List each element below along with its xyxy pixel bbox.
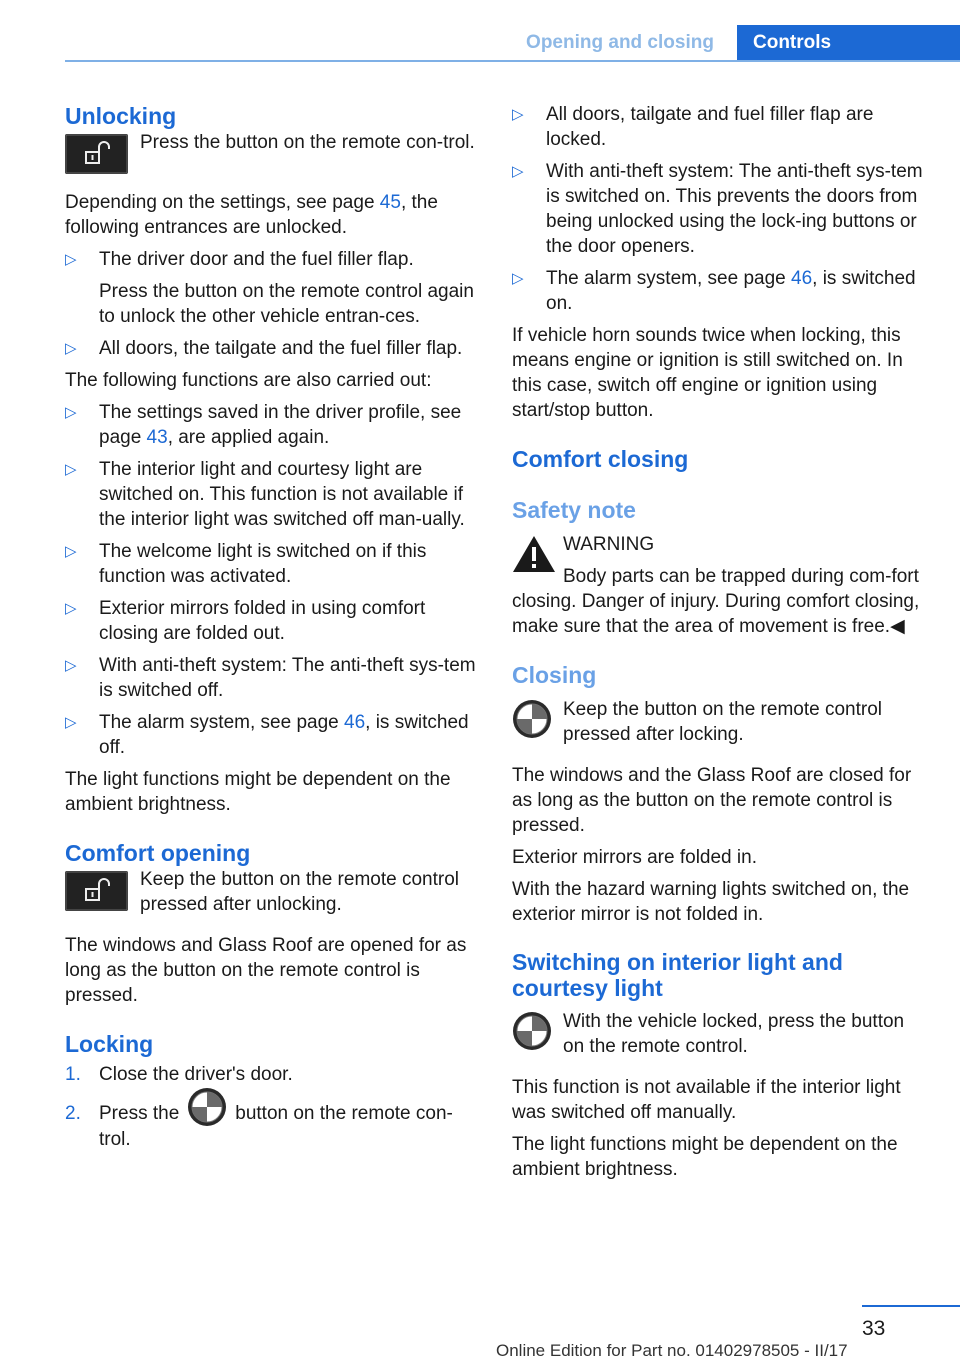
heading-closing: Closing: [512, 662, 597, 688]
heading-comfort-opening: Comfort opening: [65, 840, 251, 866]
list-item-text: , is switched on.: [546, 268, 916, 314]
list-item: [65, 710, 481, 760]
list-item: [65, 247, 481, 329]
link-page-46[interactable]: 46: [344, 712, 366, 733]
footer-rule: [862, 1305, 960, 1307]
warning-text: Body parts can be trapped during com‐fort closing. Danger of injury. During comfort closing, make sure that the area of movement is free.◀: [512, 566, 920, 637]
unlock-intro-pre: Depending on the settings, see page: [65, 192, 380, 213]
closing-body-2: Exterior mirrors are folded in.: [512, 847, 757, 868]
list-item-text: The alarm system, see page: [99, 712, 344, 733]
link-page-45[interactable]: 45: [379, 192, 401, 213]
list-item-text: , are applied again.: [167, 427, 330, 448]
closing-body-1: The windows and the Glass Roof are closed for as long as the button on the remote control is pressed.: [512, 765, 912, 836]
warning-triangle-icon: [512, 534, 556, 581]
comfort-opening-instruction: [65, 867, 481, 917]
list-item: [65, 539, 481, 589]
unlock-instruction-text: Press the button on the remote con‐trol.: [140, 132, 475, 153]
locking-results-list: [512, 102, 930, 316]
interior-light-body-2: The light functions might be dependent on the ambient brightness.: [512, 1134, 898, 1180]
closing-instruction-text: Keep the button on the remote control pressed after locking.: [563, 699, 882, 745]
list-item: [65, 1062, 481, 1087]
list-item-text: All doors, the tailgate and the fuel filler flap.: [99, 338, 463, 359]
unlock-button-icon: [65, 871, 128, 918]
bullet-triangle-icon: ▷: [512, 106, 524, 123]
comfort-opening-body: The windows and Glass Roof are opened for as long as the button on the remote control is pressed.: [65, 935, 467, 1006]
list-item-text: The alarm system, see page: [546, 268, 791, 289]
list-item: [65, 596, 481, 646]
list-item-text: The settings saved in the driver profile, see page: [99, 402, 462, 448]
header-rule: [65, 60, 960, 62]
list-item: [512, 159, 930, 259]
warning-block: [512, 532, 930, 639]
bullet-triangle-icon: ▷: [65, 657, 77, 674]
edition-note: Online Edition for Part no. 01402978505 - II/17: [496, 1341, 848, 1360]
bullet-triangle-icon: ▷: [512, 270, 524, 287]
bmw-lock-button-icon: [512, 699, 552, 739]
horn-note: If vehicle horn sounds twice when locking, this means engine or ignition is still switched on. In this case, switch off engine or ignition using start/stop button.: [512, 325, 903, 421]
list-item-text: , is switched off.: [99, 712, 469, 758]
list-item: [65, 400, 481, 450]
bullet-triangle-icon: ▷: [65, 714, 77, 731]
list-item: [65, 457, 481, 532]
bmw-lock-button-icon: [512, 1011, 552, 1051]
list-item-text: The driver door and the fuel filler flap.: [99, 249, 414, 270]
bmw-lock-button-icon: [187, 1087, 227, 1127]
heading-locking: Locking: [65, 1031, 154, 1057]
header-chapter-tab: Controls: [737, 25, 960, 62]
right-column: [512, 102, 930, 1189]
list-item-text: All doors, tailgate and fuel filler flap are locked.: [546, 104, 874, 150]
list-item-text: Exterior mirrors folded in using comfort closing are folded out.: [99, 598, 426, 644]
comfort-opening-instruction-text: Keep the button on the remote control pressed after unlocking.: [140, 869, 459, 915]
bullet-triangle-icon: ▷: [65, 543, 77, 560]
list-item-text: The welcome light is switched on if this function was activated.: [99, 541, 427, 587]
bullet-triangle-icon: ▷: [65, 461, 77, 478]
bullet-triangle-icon: ▷: [65, 600, 77, 617]
list-item: [512, 102, 930, 152]
step-number: 1.: [65, 1064, 81, 1085]
heading-interior-light: Switching on interior light and courtesy light: [512, 949, 843, 1001]
locking-steps: [65, 1062, 481, 1152]
list-item: [512, 266, 930, 316]
header-section-title: Opening and closing: [526, 32, 714, 53]
bullet-triangle-icon: ▷: [65, 251, 77, 268]
heading-comfort-closing: Comfort closing: [512, 446, 689, 472]
interior-light-instruction-text: With the vehicle locked, press the button on the remote control.: [563, 1011, 905, 1057]
interior-light-instruction: [512, 1009, 930, 1059]
list-item-text: Close the driver's door.: [99, 1064, 293, 1085]
unlock-button-icon: [65, 134, 128, 181]
functions-intro: The following functions are also carried out:: [65, 370, 432, 391]
list-item-text: With anti-theft system: The anti-theft sys‐tem is switched on. This prevents the doors from being unlocked using the lock‐ing buttons or the door openers.: [546, 161, 923, 257]
list-item-text: With anti-theft system: The anti-theft sys‐tem is switched off.: [99, 655, 476, 701]
list-item-text: The interior light and courtesy light are switched on. This function is not available if the interior light was switched off man‐ually.: [99, 459, 465, 530]
list-item-text: button on the remote con‐trol.: [99, 1103, 453, 1150]
list-item: [65, 1101, 481, 1152]
heading-safety-note: Safety note: [512, 497, 636, 523]
closing-body-3: With the hazard warning lights switched on, the exterior mirror is not folded in.: [512, 879, 910, 925]
link-page-46[interactable]: 46: [791, 268, 813, 289]
unlock-entrances-list: [65, 247, 481, 361]
unlock-intro-post: , the following entrances are unlocked.: [65, 192, 438, 238]
unlock-intro: [65, 190, 481, 240]
interior-light-body-1: This function is not available if the interior light was switched off manually.: [512, 1077, 901, 1123]
list-item: [65, 653, 481, 703]
bullet-triangle-icon: ▷: [65, 404, 77, 421]
list-item-text: Press the: [99, 1103, 180, 1125]
page-header: [0, 0, 960, 62]
closing-instruction: [512, 697, 930, 747]
link-page-43[interactable]: 43: [146, 427, 168, 448]
list-item-subtext: Press the button on the remote control again to unlock the other vehicle entran‐ces.: [99, 281, 474, 327]
unlock-instruction: [65, 130, 481, 174]
unlock-outro: The light functions might be dependent on the ambient brightness.: [65, 769, 451, 815]
heading-unlocking: Unlocking: [65, 103, 177, 129]
warning-label: WARNING: [563, 534, 655, 555]
bullet-triangle-icon: ▷: [65, 340, 77, 357]
left-column: [65, 102, 481, 1159]
unlock-functions-list: [65, 400, 481, 760]
bullet-triangle-icon: ▷: [512, 163, 524, 180]
page-number: 33: [862, 1317, 886, 1340]
list-item: [65, 336, 481, 361]
step-number: 2.: [65, 1103, 81, 1124]
